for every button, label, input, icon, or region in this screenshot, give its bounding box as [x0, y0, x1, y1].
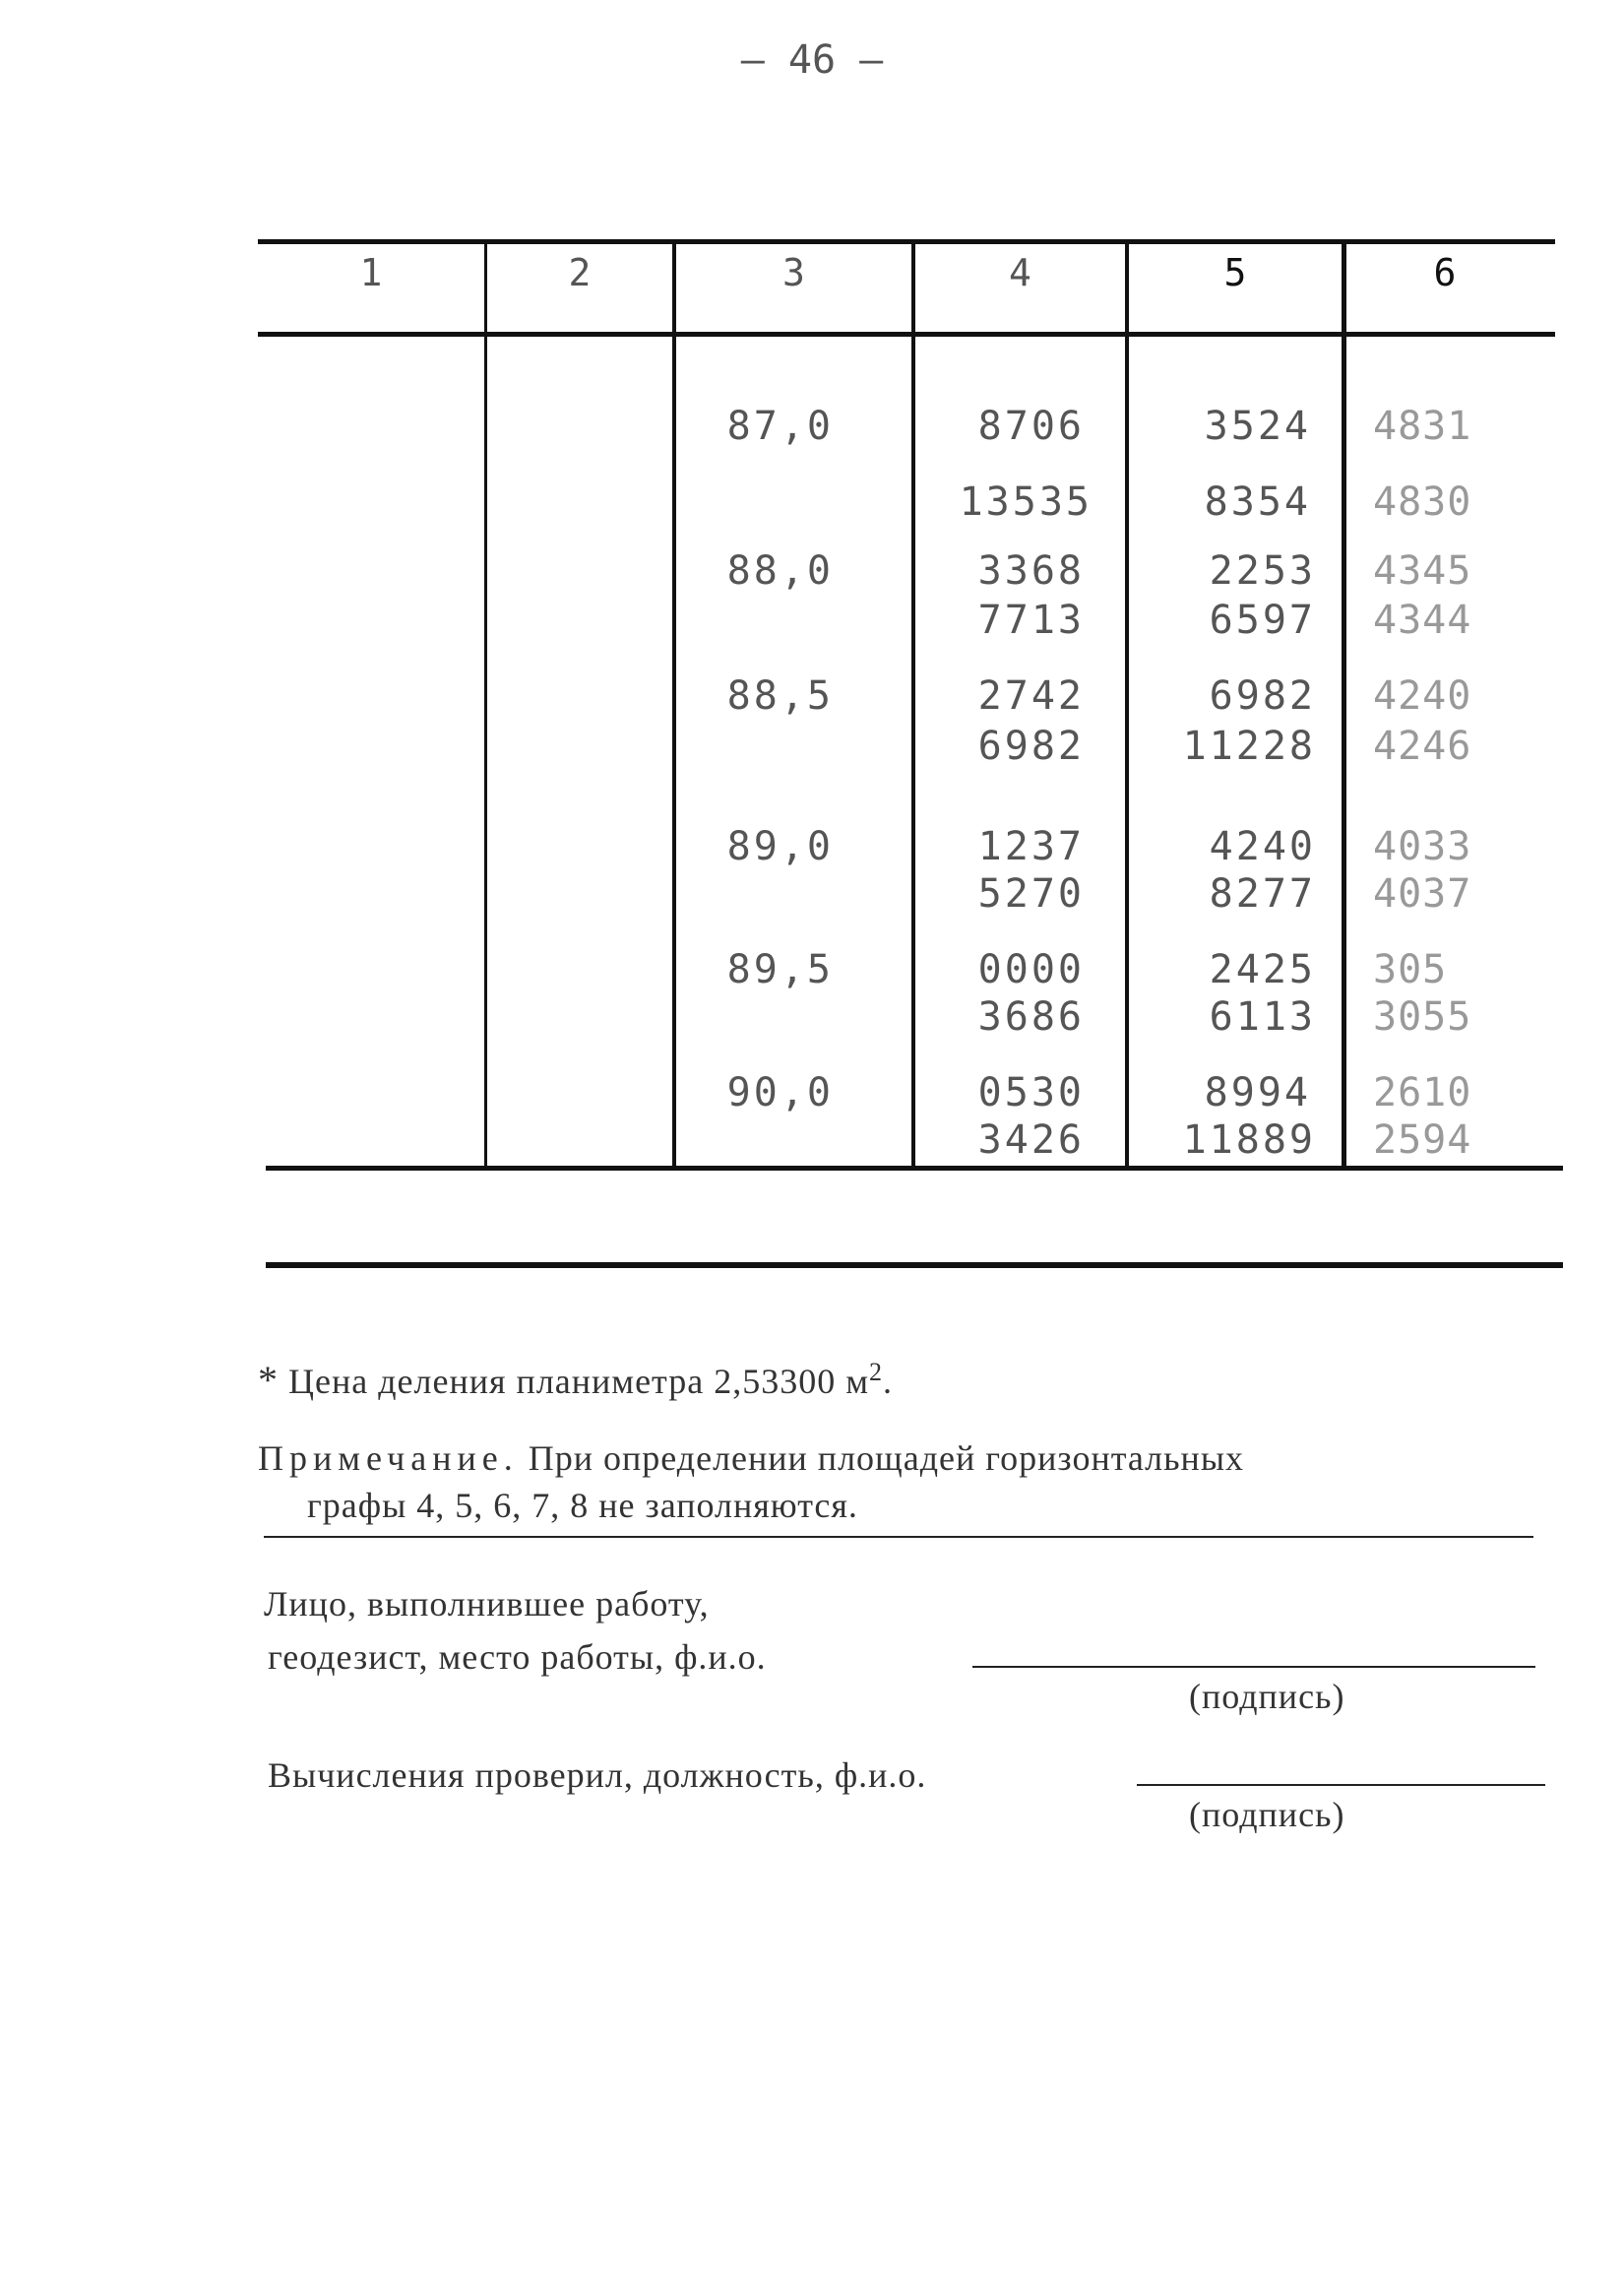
table-cell: 3368: [977, 548, 1085, 594]
footnote-superscript: 2: [868, 1358, 883, 1386]
table-cell: 6982: [977, 724, 1085, 769]
table-cell: 89,0: [726, 824, 834, 869]
table-cell: 11889: [1182, 1117, 1316, 1163]
table-cell: 0530: [977, 1070, 1085, 1115]
table-cell: 2425: [1209, 947, 1316, 992]
table-cell: 6982: [1209, 673, 1316, 719]
column-divider: [484, 244, 487, 1168]
table-cell: 7713: [977, 598, 1085, 643]
performer-signature-line: [972, 1666, 1535, 1668]
table-cell: 1237: [977, 824, 1085, 869]
note-line1: При определении площадей горизонтальных: [528, 1438, 1245, 1478]
continuation-rule: [266, 1262, 1563, 1268]
column-header-1: 1: [359, 251, 383, 294]
table-cell: 13535: [959, 479, 1093, 525]
performer-line1: Лицо, выполнившее работу,: [264, 1584, 710, 1624]
note: [258, 1437, 1244, 1479]
table-cell: 88,0: [726, 548, 834, 594]
table-cell: 4240: [1209, 824, 1316, 869]
table-cell: 4831: [1373, 404, 1472, 449]
checker-line: Вычисления проверил, должность, ф.и.о.: [268, 1755, 927, 1795]
table-cell: 4344: [1373, 598, 1472, 643]
table-cell: 6597: [1209, 598, 1316, 643]
table-cell: 2742: [977, 673, 1085, 719]
table-cell: 87,0: [726, 404, 834, 449]
table-top-rule: [258, 239, 1555, 244]
footnote-marker: *: [258, 1358, 279, 1402]
table-cell: 4246: [1373, 724, 1472, 769]
footnote-end: .: [882, 1362, 893, 1401]
table-cell: 2610: [1373, 1070, 1472, 1115]
table-cell: 4830: [1373, 479, 1472, 525]
table-cell: 3426: [977, 1117, 1085, 1163]
column-header-4: 4: [1009, 251, 1031, 294]
table-cell: 8354: [1204, 479, 1311, 525]
performer-signature-caption: (подпись): [1189, 1677, 1345, 1716]
column-divider: [1342, 244, 1346, 1168]
header-bottom-rule: [258, 332, 1555, 337]
column-header-6: 6: [1433, 251, 1457, 294]
table-cell: 0000: [977, 947, 1085, 992]
checker-signature-caption: (подпись): [1189, 1795, 1345, 1834]
table-cell: 5270: [977, 871, 1085, 917]
table-cell: 89,5: [726, 947, 834, 992]
table-cell: 2253: [1209, 548, 1316, 594]
table-cell: 6113: [1209, 994, 1316, 1040]
column-header-2: 2: [568, 251, 592, 294]
table-cell: 8277: [1209, 871, 1316, 917]
column-header-5: 5: [1223, 251, 1247, 294]
page-number: – 46 –: [740, 37, 884, 83]
table-cell: 88,5: [726, 673, 834, 719]
table-cell: 3686: [977, 994, 1085, 1040]
table-cell: 11228: [1182, 724, 1316, 769]
table-cell: 3055: [1373, 994, 1472, 1040]
table-cell: 305: [1373, 947, 1448, 992]
performer-line2: геодезист, место работы, ф.и.о.: [268, 1637, 767, 1677]
table-cell: 8994: [1204, 1070, 1311, 1115]
table-cell: 2594: [1373, 1117, 1472, 1163]
footnote-text: Цена деления планиметра 2,53300 м: [288, 1362, 869, 1401]
note-separator: [264, 1536, 1533, 1538]
note-label: Примечание.: [258, 1438, 519, 1478]
table-cell: 4240: [1373, 673, 1472, 719]
note-line2: графы 4, 5, 6, 7, 8 не заполняются.: [307, 1486, 858, 1525]
table-cell: 4033: [1373, 824, 1472, 869]
table-cell: 4037: [1373, 871, 1472, 917]
table-cell: 90,0: [726, 1070, 834, 1115]
table-cell: 4345: [1373, 548, 1472, 594]
column-header-3: 3: [782, 251, 805, 294]
table-cell: 3524: [1204, 404, 1311, 449]
footnote: [258, 1357, 893, 1403]
table-cell: 8706: [977, 404, 1085, 449]
checker-signature-line: [1137, 1784, 1545, 1786]
